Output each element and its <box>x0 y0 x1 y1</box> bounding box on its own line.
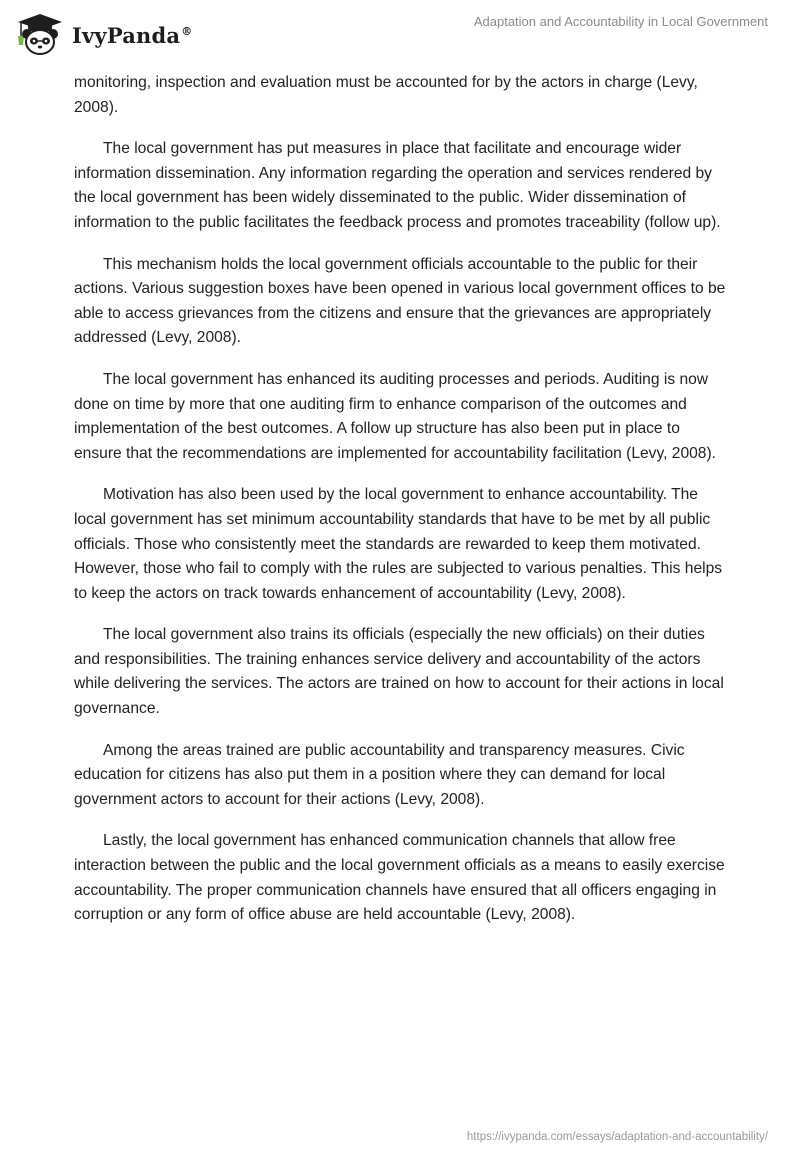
essay-body <box>74 71 726 945</box>
logo-text: IvyPanda <box>72 22 181 48</box>
paragraph: The local government has enhanced its auditing processes and periods. Auditing is now done on time by more that one auditing firm to enhance comparison of the outcomes and implementation of the best outcomes. A follow up structure has also been put in place to ensure that the recommendations are implemented for accountability facilitation (Levy, 2008). <box>74 370 716 462</box>
ivypanda-logo[interactable] <box>14 12 192 56</box>
source-url[interactable]: https://ivypanda.com/essays/adaptation-and-accountability/ <box>466 1131 768 1143</box>
panda-graduate-icon <box>14 12 66 56</box>
paragraph: Motivation has also been used by the local government to enhance accountability. The local government has set minimum accountability standards that have to be met by all public officials. Those who consistently meet the standards are rewarded to keep them motivated. However, those who fail to comply with the rules are subjected to various penalties. This helps to keep the actors on track towards enhancement of accountability (Levy, 2008). <box>74 486 723 602</box>
paragraph: monitoring, inspection and evaluation must be accounted for by the actors in charge (Levy, 2008). <box>74 74 698 116</box>
logo-wordmark <box>72 23 192 48</box>
paragraph: The local government has put measures in place that facilitate and encourage wider information dissemination. Any information regarding the operation and services rendered by the local government has been widely disseminated to the public. Wider dissemination of information to the public facilitates the feedback process and promotes traceability (follow up). <box>74 140 721 231</box>
document-title: Adaptation and Accountability in Local Government <box>473 14 768 29</box>
paragraph: The local government also trains its officials (especially the new officials) on their duties and responsibilities. The training enhances service delivery and accountability of the actors while delivering the services. The actors are trained on how to account for their actions in local governance. <box>74 626 724 718</box>
paragraph: Lastly, the local government has enhanced communication channels that allow free interaction between the public and the local government officials as a means to easily exercise accountability. The proper communication channels have ensured that all officers engaging in corruption or any form of office abuse are held accountable (Levy, 2008). <box>74 832 725 924</box>
paragraph: Among the areas trained are public accountability and transparency measures. Civic education for citizens has also put them in a position where they can demand for local government actors to account for their actions (Levy, 2008). <box>74 741 685 808</box>
paragraph: This mechanism holds the local government officials accountable to the public for their actions. Various suggestion boxes have been opened in various local government offices to be able to access grievances from the citizens and ensure that the grievances are appropriately addressed (Levy, 2008). <box>74 255 726 347</box>
page-header <box>0 0 800 70</box>
logo-registered-mark: ® <box>181 24 193 38</box>
